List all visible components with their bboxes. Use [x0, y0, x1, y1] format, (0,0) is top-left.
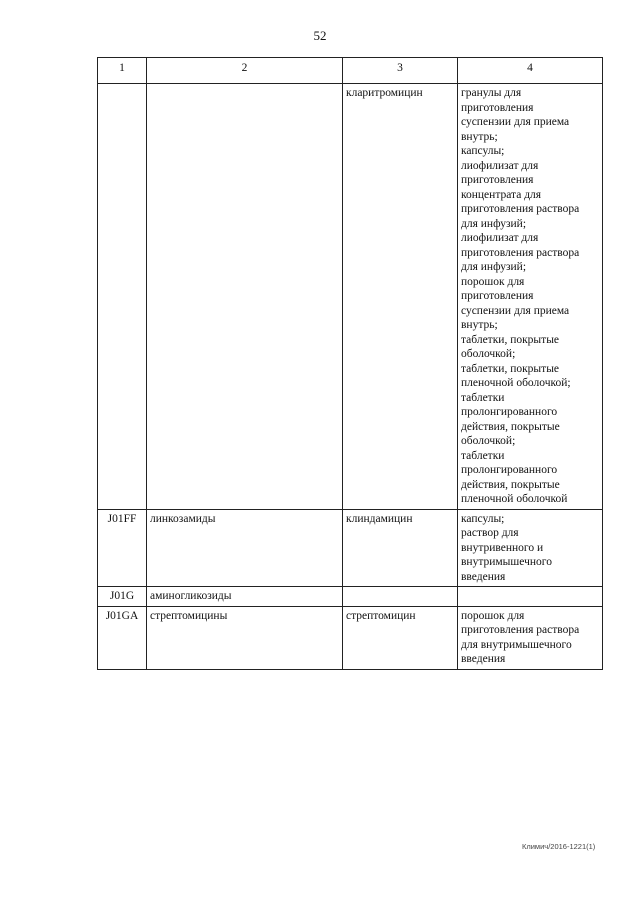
- atc-code-cell: J01FF: [98, 509, 147, 587]
- atc-code-cell: J01GA: [98, 606, 147, 669]
- table-row: [98, 84, 603, 510]
- group-cell: [147, 84, 343, 510]
- group-cell: линкозамиды: [147, 509, 343, 587]
- drug-table: [97, 57, 603, 670]
- group-cell: аминогликозиды: [147, 587, 343, 607]
- column-header-1: 1: [98, 58, 147, 84]
- dosage-forms-cell: [458, 587, 603, 607]
- column-header-4: 4: [458, 58, 603, 84]
- table-row: [98, 587, 603, 607]
- substance-cell: клиндамицин: [343, 509, 458, 587]
- atc-code-cell: [98, 84, 147, 510]
- column-header-3: 3: [343, 58, 458, 84]
- dosage-forms-cell: порошок для приготовления раствора для внутримышечного введения: [458, 606, 603, 669]
- page-number: 52: [313, 28, 327, 43]
- header-row: [98, 58, 603, 84]
- group-cell: стрептомицины: [147, 606, 343, 669]
- document-footer-code: Климич/2016-1221(1): [522, 842, 596, 851]
- atc-code-cell: J01G: [98, 587, 147, 607]
- substance-cell: стрептомицин: [343, 606, 458, 669]
- dosage-forms-cell: капсулы; раствор для внутривенного и внутримышечного введения: [458, 509, 603, 587]
- substance-cell: кларитромицин: [343, 84, 458, 510]
- substance-cell: [343, 587, 458, 607]
- column-header-2: 2: [147, 58, 343, 84]
- dosage-forms-cell: гранулы для приготовления суспензии для приема внутрь; капсулы; лиофилизат для приготовления концентрата для приготовления раствора для инфузий; лиофилизат для приготовления раствора для инфузий; порошок для приготовления суспензии для приема внутрь; таблетки, покрытые оболочкой; таблетки, покрытые пленочной оболочкой; таблетки пролонгированного действия, покрытые оболочкой; таблетки пролонгированного действия, покрытые пленочной оболочкой: [458, 84, 603, 510]
- table-row: [98, 606, 603, 669]
- table-row: [98, 509, 603, 587]
